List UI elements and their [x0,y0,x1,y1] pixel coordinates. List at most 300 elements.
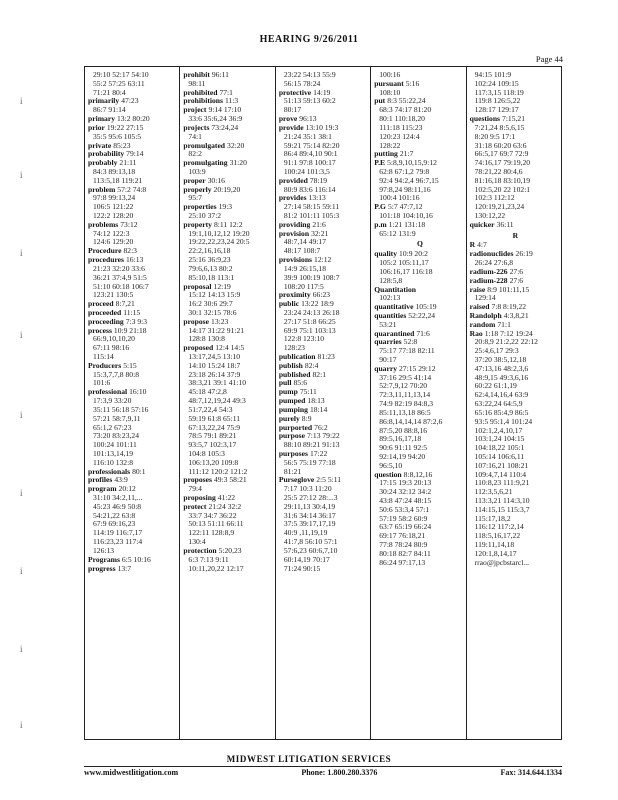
index-references: 108:10 [379,87,401,97]
index-references: 71:21 80:4 [93,87,126,97]
index-references: 49:3 58:21 [213,475,247,485]
index-term: provide [278,122,304,132]
index-references: 86:4 89:4,10 90:1 [283,149,338,159]
index-references: 87:5,20 88:8,16 [379,425,428,435]
margin-mark: i [20,96,23,106]
index-references: 5:16 [405,78,420,88]
index-references: 62:4,14,16,4 63:9 [474,390,529,400]
index-references: 6:3 7:13 9:11 [188,554,229,564]
index-references: 7:8 8:19,22 [491,302,527,312]
footer-organization: MIDWEST LITIGATION SERVICES [226,754,392,764]
hearing-title: HEARING 9/26/2011 [259,34,359,45]
index-references: 92:4 94:2,4 96:7,15 [379,175,439,185]
margin-mark: i [20,488,23,498]
index-references: 27:14 58:15 59:11 [283,202,340,212]
index-term: primarily [88,96,120,106]
index-references: 130:4 [188,537,206,547]
footer-website[interactable]: www.midwestlitigation.com [84,768,179,777]
index-references: 2:5 5:11 [316,475,342,485]
index-references: 13:7 [117,563,132,573]
index-term: promulgated [183,140,226,150]
index-references: 32:20 [227,140,245,150]
index-column [276,67,371,739]
index-references: 30:1 32:15 78:6 [188,307,237,317]
index-references: 74:1 [188,131,202,141]
index-references: 63:22,24 64:5,9 [474,399,523,409]
index-references: 51:7,22,4 54:3 [188,404,233,414]
index-term: probably [88,158,118,168]
index-term: progress [88,563,116,573]
index-references: 23:24 24:13 26:18 [283,307,340,317]
footer-contact-row [84,768,562,777]
index-references: 113:5,18 119:21 [93,175,143,185]
index-references: 7:21,24 8:5,6,15 [474,122,525,132]
index-references: 56:5 75:19 77:18 [283,457,336,467]
index-references: 80:1 [132,466,146,476]
index-references: 80:18 82:7 84:11 [379,548,431,558]
index-term: quantitative [374,302,414,312]
index-references [416,285,418,294]
index-term: quarry [374,363,397,373]
index-references: 59:21 75:14 82:20 [283,140,340,150]
index-references: 77:8 78:24 80:9 [379,540,428,550]
index-references: 67:9 69:16,23 [93,519,136,529]
index-references: 7:13 79:22 [306,431,340,441]
index-term: proposed [183,343,214,353]
index-references: 72:3,11,11,13,14 [379,390,431,400]
index-references: 25:5 27:12 28:...3 [283,493,338,502]
index-references: 102:1,2,4,10,17 [474,425,523,435]
index-references: 12:12 [314,255,332,265]
index-references: 5:8,9,10,15,9:12 [387,158,437,168]
index-references: 1:18 7:12 19:24 [484,328,533,338]
index-references: 31:18 60:20 63:6 [474,140,527,150]
index-term: pursuant [374,78,404,88]
index-references: 8:8,12,16 [403,469,433,479]
index-references: 16:13 [126,255,144,265]
index-references: 109:4,7,14 110:4 [474,469,527,479]
index-term: proposes [183,475,212,485]
index-references: 21:23 32:20 33:6 [93,263,145,273]
index-references: 80:9 83:6 116:14 [283,184,336,194]
footer-phone: Phone: 1.800.280.3376 [301,768,378,777]
index-references: 116:12 117:2,14 [474,522,524,532]
index-references: 128:17 129:17 [474,105,519,115]
index-term: problems [88,219,119,229]
index-references: 7:3 9:3 [125,316,148,326]
index-references: 96:13 [299,114,317,124]
index-references: 75:11 [299,387,317,397]
index-references: 37:16 29:5 41:14 [379,372,432,382]
margin-mark: i [20,566,23,576]
index-term: provisions [278,255,313,265]
index-references: 8:11 12:2 [213,219,243,229]
index-term: provides [278,193,307,203]
index-references: 88:10 89:21 91:13 [283,440,340,450]
index-term: propose [183,316,210,326]
index-references: 14:9 26:15,18 [283,263,327,273]
index-references: 8:7,21 [115,299,135,309]
index-references: 122:8 123:10 [283,334,325,344]
index-references: 47:13,16 48:2,3,6 [474,363,529,373]
index-references: 116:23,23 117:4 [93,537,143,547]
index-references: 90:6 91:11 92:5 [379,443,428,453]
index-references: 65:12 131:9 [379,228,416,238]
index-references: 62:8 67:1,2 79:8 [379,166,430,176]
index-term: publish [278,360,303,370]
index-references: 97:8 99:13,24 [93,193,136,203]
index-references: 26:24 27:6,8 [474,258,514,268]
index-references: 107:16,21 108:21 [474,460,529,470]
index-references: 68:3 74:17 81:20 [379,105,432,115]
index-references: 101:13,14,19 [93,448,134,458]
index-references: 37:20 38:5,12,18 [474,355,527,364]
index-references: 18:13 [307,396,325,406]
index-references: 85:10,18 113:1 [188,272,235,282]
index-term: protection [183,545,217,555]
index-term: provided [278,175,308,185]
index-references: 5:15 [123,360,137,370]
index-references: 79:6,6,13 80:2 [188,263,233,273]
index-references: 73:20 83:23,24 [93,431,139,441]
index-references: 37:5 39:17,17,19 [283,519,336,529]
index-term: properly [183,184,212,194]
index-references: 81:16,18 83:10,19 [474,175,531,185]
index-term: program [88,484,117,494]
index-references: 36:21 37:4,9 51:5 [93,272,147,282]
index-references: 120:23 124:4 [379,131,420,141]
index-references: 85:6 [293,378,307,388]
index-references: 20:19,20 [213,184,241,194]
index-references: 78:5 79:1 89:21 [188,431,237,441]
index-term: professional [88,387,128,397]
index-column [180,67,275,739]
index-references: 53:21 [379,319,397,329]
index-references: 110:8,23 111:9,21 [474,478,530,488]
index-references: 48:7,12,19,24 49:3 [188,396,246,406]
index-references: 32:21 [311,228,329,238]
index-references: 52:7,9,12 70:20 [379,381,428,391]
index-references: 47:23 [121,96,139,106]
index-term: profiles [88,475,113,485]
word-index-table [84,66,562,740]
index-references: 21:6 [312,219,326,229]
index-references: 105:19 [415,302,437,312]
index-references: 111:18 115:23 [379,122,423,132]
index-references: 20:12 [118,484,136,494]
index-references: 5:20,23 [218,545,242,555]
index-references: 23:18 26:14 37:9 [188,369,241,379]
index-references: 48:7,14 49:17 [283,237,327,247]
index-term: process [88,325,112,335]
index-term: quantities [374,310,407,320]
index-term: procedures [88,255,124,265]
index-references: 6:5 10:16 [121,554,151,564]
index-entry [374,230,465,239]
index-references: 71:6 [416,328,430,338]
index-entry [470,559,561,568]
index-term: proximity [278,290,311,300]
index-references: 31:6 34:14 36:17 [283,510,336,520]
index-references: 19:1,10,12,12 19:20 [188,228,250,238]
index-references: 56:15 78:24 [283,78,321,88]
index-references: 8:9 [301,413,312,423]
index-references: 65:16 85:4,9 86:5 [474,407,529,417]
index-term: pump [278,387,298,397]
index-references: 91:1 97:8 100:17 [283,158,336,168]
index-references: 65:1,2 67:23 [93,422,132,432]
index-references: 39:9 100:19 108:7 [283,272,340,282]
index-references: 86:24 97:17,13 [379,557,426,567]
index-references: 77:1 [219,87,233,97]
index-term: prohibitions [183,96,223,106]
index-references: 48:17 108:7 [283,246,321,256]
index-references: 8:20 9:5 17:1 [474,131,516,141]
index-references: 106:16,17 116:18 [379,266,433,276]
index-references: 31:10 34:2,11,... [93,493,143,502]
index-term: properties [183,202,217,212]
index-term: raise [469,284,486,294]
index-references: 38:3,21 39:1 41:10 [188,378,246,388]
index-references: 36:11 [496,219,514,229]
index-term: radionuclides [469,249,514,259]
index-term: quality [374,249,398,259]
index-references: 97:8,24 98:11,16 [379,184,431,194]
index-references: 81:21 [283,466,302,476]
index-references: 7:15,21 [502,114,526,124]
index-references: 79:14 [126,149,144,159]
index-term: proper [183,175,206,185]
index-references: 35:11 56:18 57:16 [93,404,149,414]
index-references: 75:17 77:18 82:11 [379,346,435,356]
index-references: 26:19 [515,249,533,259]
index-references: 48:9,15 49:3,6,16 [474,372,529,382]
index-references: 41:7,8 56:10 57:1 [283,537,338,547]
index-references: 60:14,19 70:17 [283,554,330,564]
index-term: purported [278,422,313,432]
index-references: 82:4 [304,360,319,370]
index-term: putting [374,149,398,159]
index-references: 111:12 120:2 121:2 [188,466,248,476]
index-references: 114:15,15 115:3,7 [474,504,530,514]
index-references: 14:17 31:22 91:21 [188,325,245,335]
index-term: provision [278,228,310,238]
index-references: 74:9 82:19 84:8,3 [379,399,434,409]
margin-mark: i [20,170,23,180]
index-term: purpose [278,431,305,441]
index-column [467,67,561,739]
index-references: 108:20 117:5 [283,281,324,291]
index-references: 73:12 [120,219,138,229]
index-references: 123:21 130:5 [93,290,134,300]
index-references: 102:13 [379,293,401,303]
margin-mark: i [20,330,23,340]
index-references: 14:19 [313,87,331,97]
index-references: 90:17 [379,355,397,364]
index-references: 1:21 131:18 [388,219,426,229]
index-references: 119:11,14,18 [474,540,515,550]
index-term: Randolph [469,310,502,320]
index-references: 33:7 34:7 36:22 [188,510,237,520]
index-references: 128:22 [379,140,401,150]
index-references: 57:6,23 60:6,7,10 [283,545,338,555]
index-term: purely [278,413,300,423]
index-references: 4:7 [477,240,487,250]
index-references: 15:12 14:13 15:9 [188,290,241,300]
index-references: 63:7 65:19 66:24 [379,522,432,532]
index-references: 82:3 [123,246,137,256]
index-references: 76:2 [314,422,328,432]
index-references: 27:17 51:8 66:25 [283,316,336,326]
footer-rule [84,766,562,767]
index-term: pumping [278,404,308,414]
index-references: 30:16 [207,175,225,185]
index-term: providing [278,219,311,229]
page-number: Page 44 [535,54,563,64]
index-term: questions [469,114,501,124]
index-references: 52:8 [403,337,418,347]
index-references: 71:24 90:15 [283,563,321,573]
index-term: P.E [374,158,386,168]
index-term: random [469,319,496,329]
index-references: 67:13,22,24 75:9 [188,422,241,432]
index-references: 114:19 116:7,17 [93,528,143,538]
index-term: proceeding [88,316,124,326]
index-references: 96:5,10 [379,460,403,470]
index-references: 8:9 101:11,15 [487,284,530,294]
index-term: R [512,230,519,240]
index-references: 105:14 106:6,11 [474,451,525,461]
index-term: published [278,369,311,379]
index-references: 27:6 [509,266,524,276]
index-references: 80:1 110:18,20 [379,114,425,124]
index-references: 96:11 [211,70,229,79]
index-references: 120:1,8,14,17 [474,548,517,558]
index-term: question [374,469,402,479]
index-references: 10:9 21:18 [113,325,147,335]
index-references: 89:5,16,17,18 [379,434,422,444]
index-references: 105:2 105:11,17 [379,258,429,268]
index-term: radium-226 [469,266,508,276]
index-term: property [183,219,212,229]
index-references: 103:1,24 104:15 [474,434,525,444]
index-term: radium-228 [469,275,508,285]
index-term: p.m [374,219,387,229]
index-references: 40:9 ,11,19,19 [283,528,328,538]
index-references: 55:2 57:25 63:11 [93,78,145,88]
index-references: 117:3,15 118:19 [474,87,524,97]
index-references: 29:10 52:17 54:10 [93,70,149,79]
index-references: 31:20 [229,158,247,168]
index-references: 104:8 105:3 [188,448,225,458]
index-references: 30:24 32:12 34:2 [379,487,432,497]
index-references: 82:1 [312,369,326,379]
index-references: 16:2 30:6 29:7 [188,299,233,309]
index-term: protective [278,87,312,97]
index-references: 51:10 60:18 106:7 [93,281,149,291]
index-references: 25:16 36:9,23 [188,255,231,265]
index-references: 11:15 [123,307,141,317]
index-references: 25:4,6,17 29:3 [474,346,519,356]
index-references: 93:5,7 102:3,17 [188,440,237,450]
index-references: 45:18 47:2,8 [188,387,227,397]
index-references: 106:13,20 109:8 [188,457,239,467]
index-references: 45:23 46:9 50:8 [93,501,142,511]
index-term: publication [278,352,316,361]
index-references: 50:6 53:3,4 57:1 [379,504,430,514]
index-references: 104:18,22 105:1 [474,443,525,453]
index-references: 124:6 129:20 [93,237,134,247]
index-references: 122:2 128:20 [93,211,134,220]
index-references: 13:13 [308,193,326,203]
index-references: 52:22,24 [408,310,436,320]
index-references: 66:5,17 69:7 72:9 [474,149,529,159]
margin-mark: i [20,410,23,420]
index-references: 18:14 [309,404,328,414]
index-term: proposing [183,493,216,502]
index-references: 100:24 101:3,5 [283,166,330,176]
index-references: 54:21,22 63:8 [93,510,136,520]
index-term: Programs [88,554,120,564]
index-references: 78:21,22 80:4,6 [474,166,523,176]
index-references: 120:19,21,23,24 [474,202,525,212]
index-references: 130:12,22 [474,211,506,220]
index-references: 12:4 14:5 [215,343,245,353]
index-references: 84:3 89:13,18 [93,166,136,176]
index-references: 92:14,19 94:20 [379,451,426,461]
index-references: 10:9 20:2 [399,249,428,259]
index-term: raised [469,302,490,312]
index-references: 69:9 75:1 103:13 [283,325,336,335]
index-column [85,67,180,739]
index-references: 93:5 95:1,4 101:24 [474,416,533,426]
index-term: purposes [278,448,308,458]
index-term: pull [278,378,292,388]
margin-mark: i [20,720,23,730]
index-references: 128:8 130:8 [188,334,225,344]
index-references: rrao@jpcbstarcl... [474,557,530,567]
index-references: 126:13 [93,545,115,555]
index-references: 7:17 10:3 11:20 [283,484,332,494]
index-references: 4:3,8,21 [503,310,529,320]
index-references: 81:23 [317,352,335,361]
index-references: 13:2 80:20 [117,114,150,124]
index-term: quarantined [374,328,415,338]
index-references: 113:3,21 114:3,10 [474,496,530,505]
index-references: 81:2 101:11 105:3 [283,211,340,220]
index-term: professionals [88,466,131,476]
index-references: 50:13 51:11 66:11 [188,519,244,529]
index-term: prior [88,122,105,132]
index-references: 102:5,20 22 102:1 [474,184,531,194]
index-references: 74:16,17 79:19,20 [474,158,531,168]
index-references: 73:24,24 [211,122,239,132]
index-references: 17:15 19:3 20:13 [379,478,432,488]
index-term: R [469,240,476,250]
index-references: 100:24 101:11 [93,440,137,450]
index-term: protect [183,501,207,511]
index-term: primary [88,114,115,124]
index-references: 25:10 37:2 [188,211,222,220]
index-references: 74:12 122:3 [93,228,130,238]
index-references: 22:2,16,16,18 [188,246,231,256]
index-references: 13:17,24,5 13:10 [188,352,241,361]
index-references: 102:24 109:15 [474,78,519,88]
index-references: 60:22 61:1,19 [474,381,517,391]
index-references: 101:18 104:10,16 [379,211,433,220]
index-term: prove [278,114,298,124]
index-term: problem [88,184,116,194]
